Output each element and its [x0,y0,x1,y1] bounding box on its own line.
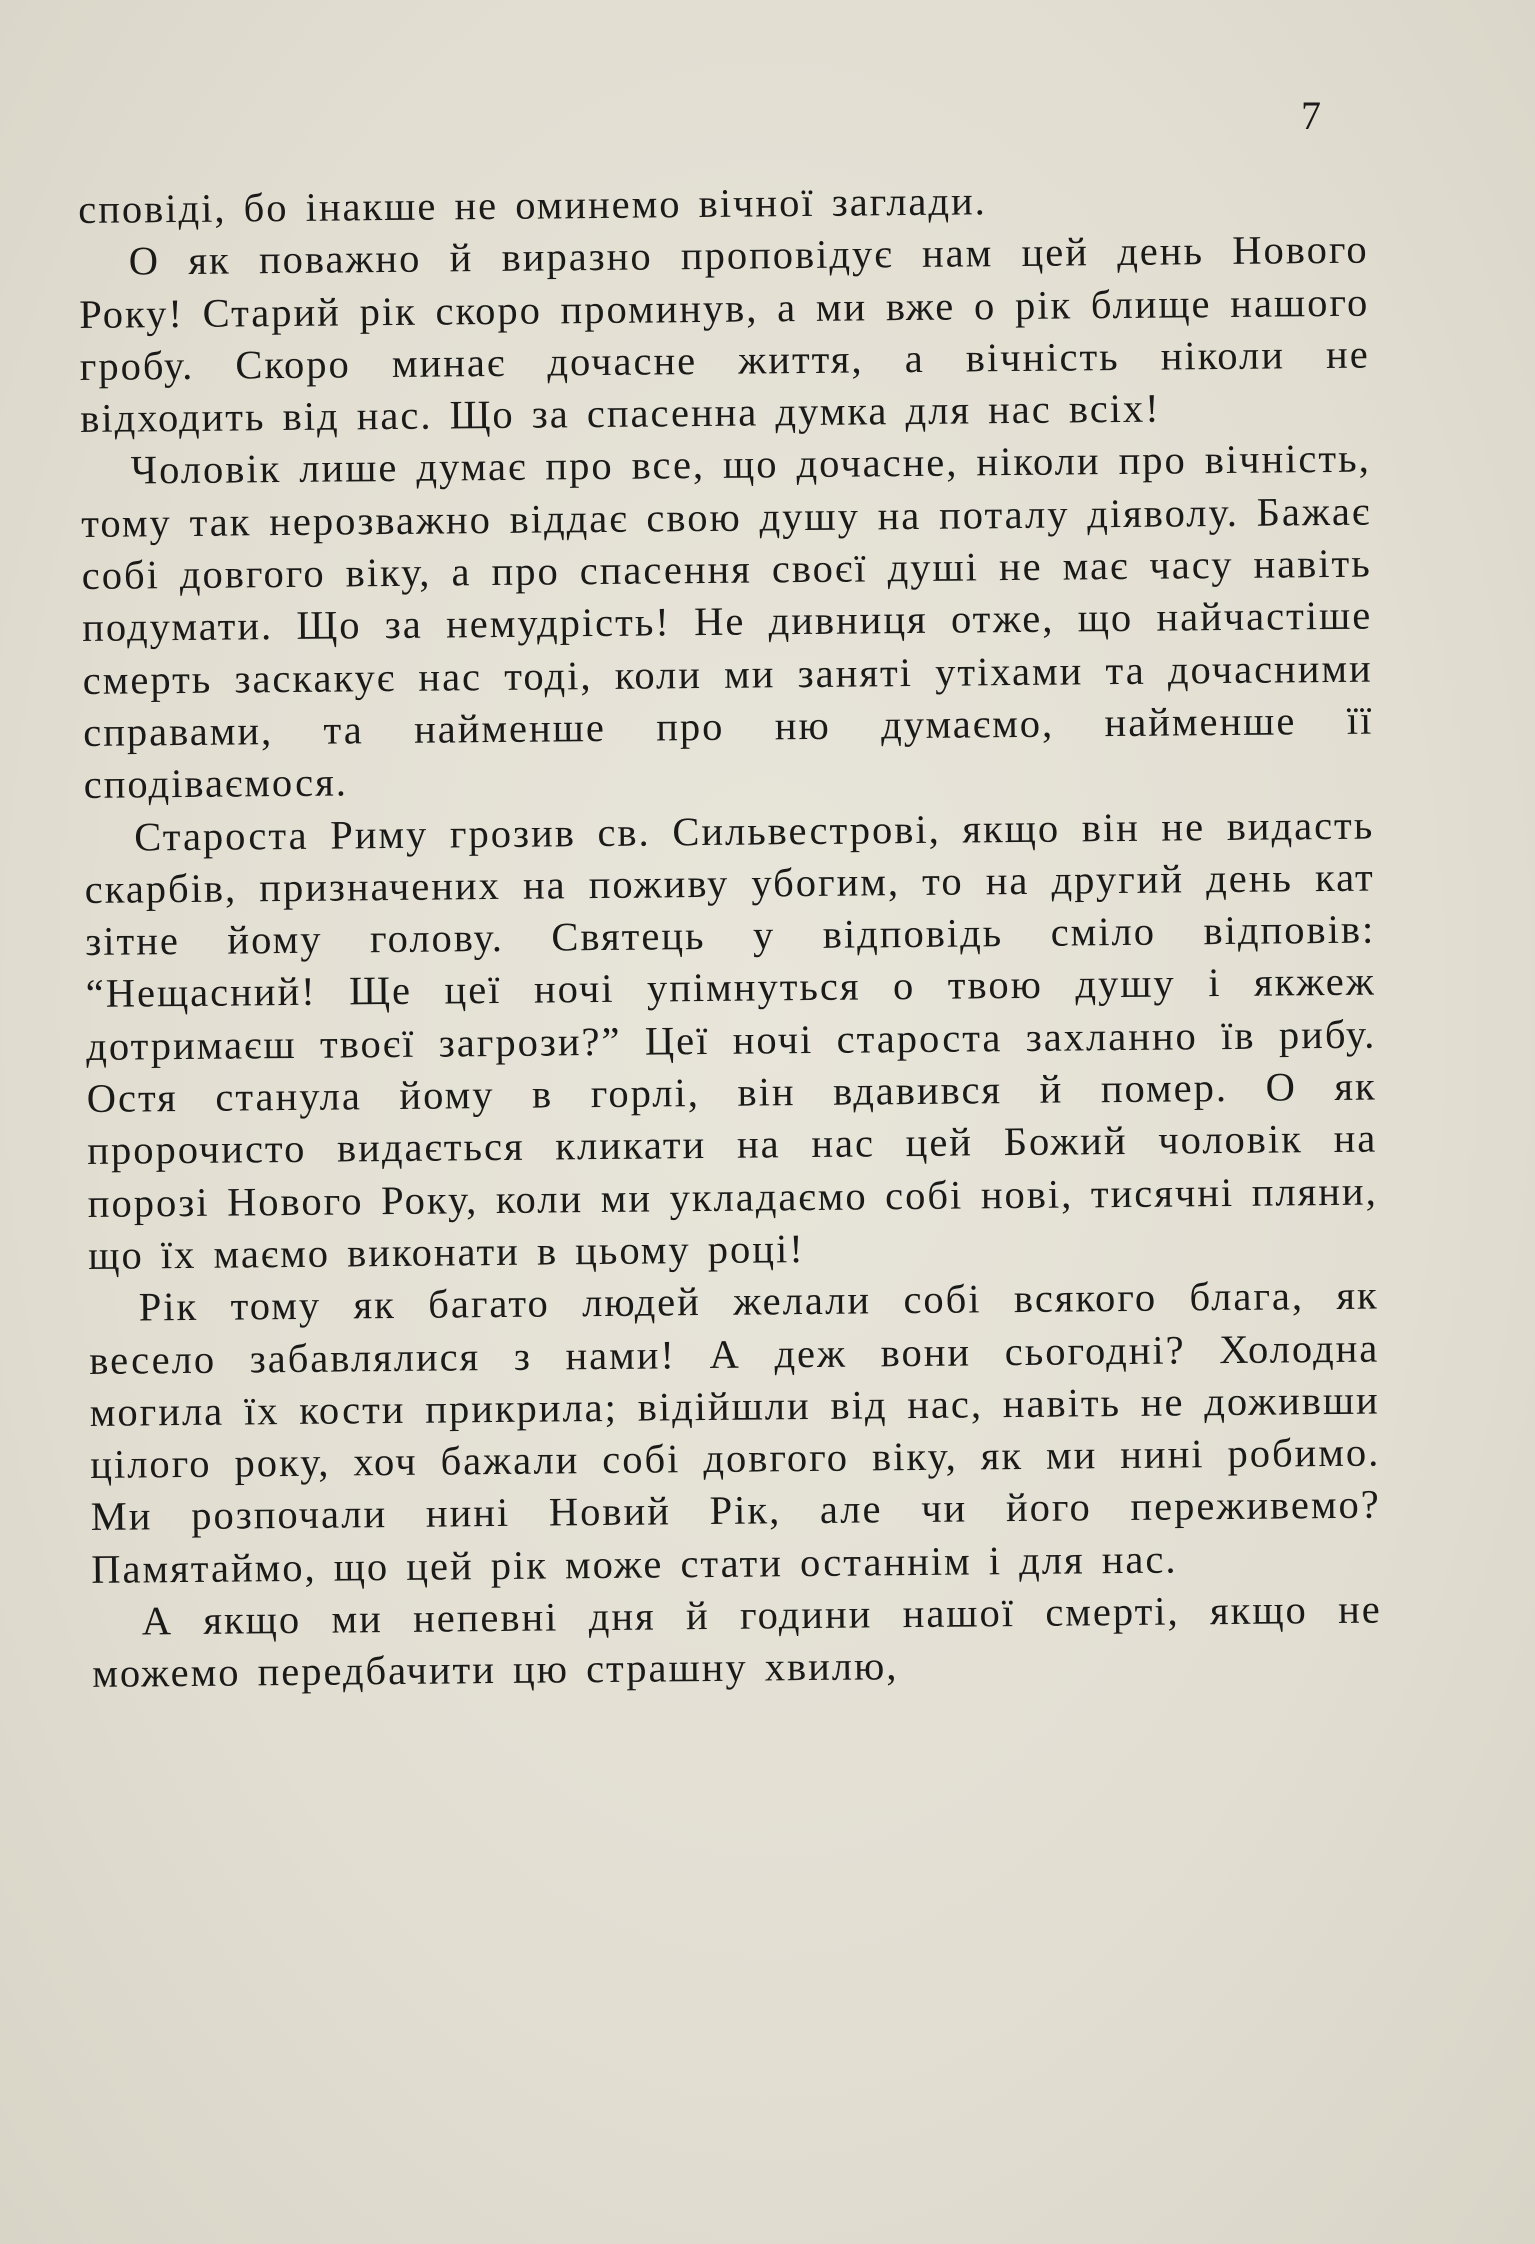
paragraph-man-thinks: Чоловік лише думає про все, що дочасне, ніколи про вічність, тому так нерозважно віддає свою душу на поталу діяволу. Бажає собі довгого віку, а про спасення своєї душі не має часу навіть подумати. Що за немудрість! Не дивниця отже, що найчастіше смерть заскакує нас тоді, коли ми заняті утіхами та дочасними справами, та найменше про ню думаємо, найменше її сподіваємося. [81,436,1374,808]
paragraph-saint-sylvester: Староста Риму грозив св. Сильвестрові, якщо він не видасть скарбів, призначених на поживу убогим, то на другий день кат зітне йому голову. Святець у відповідь сміло відповів: “Нещасний! Ще цеї ночі упімнуться о твою душу і якжеж дотримаєш твоєї загрози?” Цеї ночі староста захланно їв рибу. Остя станула йому в горлі, він вдавився й помер. О як пророчисто видається кликати на нас цей Божий чоловік на порозі Нового Року, коли ми укладаємо собі нові, тисячні пляни, що їх маємо виконати в цьому році! [84,802,1378,1278]
paragraph-year-ago: Рік тому як багато людей желали собі всякого блага, як весело забавлялися з нами! А деж вони сьогодні? Холодна могила їх кости прикрила; відійшли від нас, навіть не доживши цілого року, хоч бажали собі довгого віку, як ми нині робимо. Ми розпочали нині Новий Рік, але чи його переживемо? Памятаймо, що цей рік може стати останнім і для нас. [89,1272,1381,1592]
paragraph-uncertain-death: А якщо ми непевні дня й години нашої смерті, якщо не можемо передбачити цю страшну хвилю, [92,1586,1382,1697]
paragraph-continuation: сповіді, бо інакше не оминемо вічної заглади. [78,178,988,232]
body-text [78,172,1382,1701]
paragraph-new-year: О як поважно й виразно проповідує нам цей день Нового Року! Старий рік скоро проминув, а ми вже о рік блище нашого гробу. Скоро минає дочасне життя, а вічність ніколи не відходить від нас. Що за спасенна думка для нас всіх! [79,226,1370,442]
page-number: 7 [1301,93,1321,138]
